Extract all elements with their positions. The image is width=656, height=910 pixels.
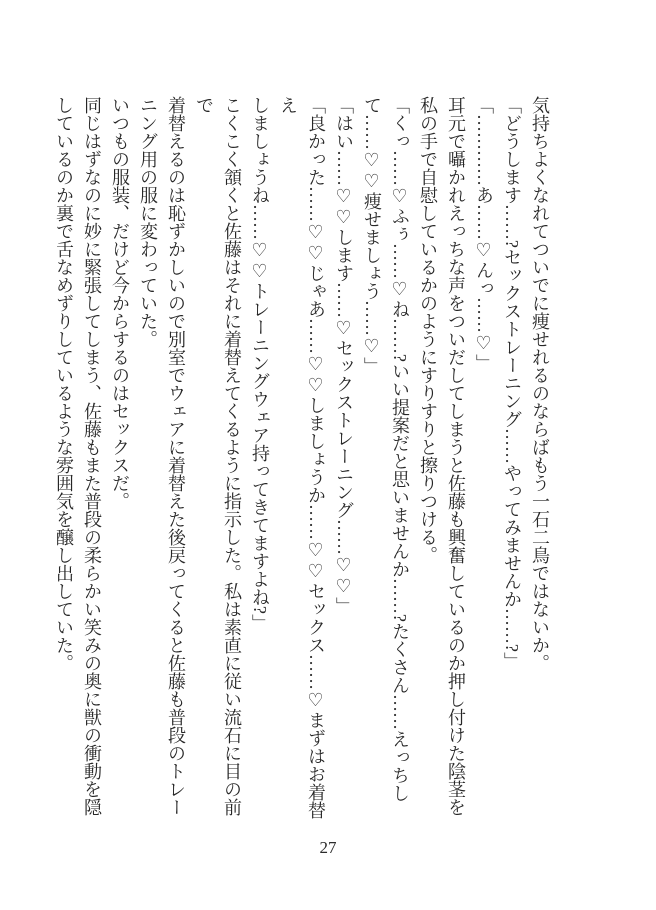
text-line: て……♡♡痩せましょう……♡」: [362, 96, 382, 375]
text-line: こくこく頷くと佐藤はそれに着替えてくるように指示した。私は素直に従い流石に目の前で: [194, 96, 242, 816]
text-line: 「はい……♡♡します……♡セックストレーニング……♡♡」: [334, 96, 354, 615]
text-line: 着替えるのは恥ずかしいので別室でウェアに着替えた後戻ってくると佐藤も普段のトレー: [166, 96, 186, 816]
text-line: ニング用の服に変わっていた。: [138, 96, 158, 348]
text-line: 「くっ……♡ふぅ……♡ね……?いい提案だと思いませんか……?たくさん……えっちし: [390, 96, 410, 802]
text-line: 「良かった……♡♡じゃあ……♡♡しましょうか……♡♡セックス……♡まずはお着替え: [278, 96, 326, 819]
text-line: 「…………あ……♡んっ……♡」: [474, 96, 494, 372]
page-number: 27: [319, 838, 337, 857]
text-line: 私の手で自慰しているかのようにすりすりと擦りつける。: [418, 96, 438, 564]
text-line: 耳元で囁かれえっちな声をついだしてしまうと佐藤も興奮しているのか押し付けた陰茎を: [446, 96, 466, 816]
text-line: しているのか裏で舌なめずりしているような雰囲気を醸し出していた。: [54, 96, 74, 672]
text-line: いつもの服装、だけど今からするのはセックスだ。: [110, 96, 130, 510]
text-line: 「どうします……?セックストレーニング……やってみませんか……?」: [502, 96, 522, 670]
text-line: 同じはずなのに妙に緊張してしまう、佐藤もまた普段の柔らかい笑みの奥に獣の衝動を隠: [82, 96, 102, 816]
text-line: 気持ちよくなれてついでに痩せれるのならばもう一石二鳥ではないか。: [530, 96, 550, 672]
text-line: しましょうね……♡♡トレーニングウェア持ってきてますよね?」: [250, 96, 270, 632]
vertical-text-block: [50, 96, 554, 822]
